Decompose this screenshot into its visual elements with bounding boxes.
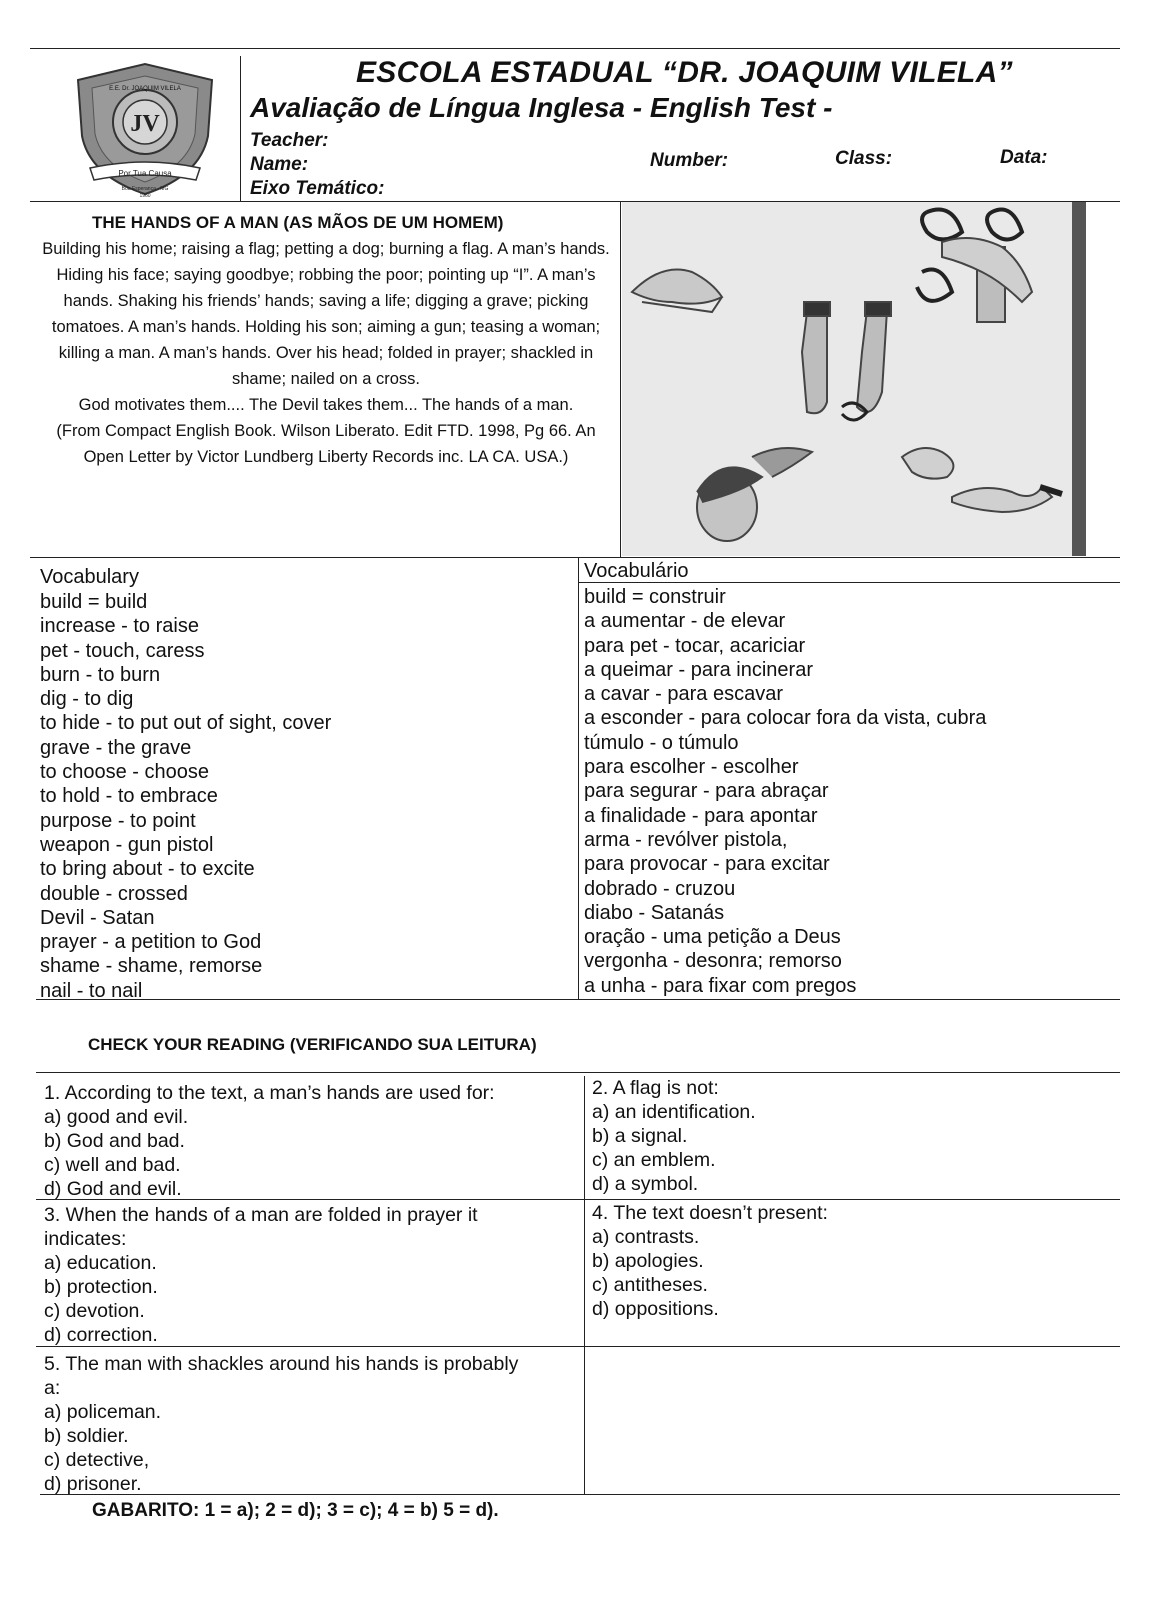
question-1 xyxy=(44,1081,495,1201)
teacher-label: Teacher: xyxy=(250,130,329,151)
vocab-top-rule xyxy=(30,557,1120,558)
question-1-option: d) God and evil. xyxy=(44,1178,182,1200)
question-2 xyxy=(592,1076,756,1196)
vocab-pt-item: a esconder - para colocar fora da vista, cubra xyxy=(584,707,987,730)
school-crest-logo xyxy=(70,58,220,198)
vocab-en-item: weapon - gun pistol xyxy=(40,833,214,856)
vocab-en-item: prayer - a petition to God xyxy=(40,931,262,954)
question-4 xyxy=(592,1201,828,1321)
vocab-list-pt xyxy=(584,585,986,998)
vocab-en-item: double - crossed xyxy=(40,882,188,905)
question-1-option: b) God and bad. xyxy=(44,1130,185,1152)
question-4-stem: 4. The text doesn’t present: xyxy=(592,1202,828,1224)
vocab-en-item: build = build xyxy=(40,591,148,613)
question-4-option: d) oppositions. xyxy=(592,1298,719,1320)
question-5-option: c) detective, xyxy=(44,1449,150,1471)
question-3-option: d) correction. xyxy=(44,1324,158,1346)
question-5-option: a) policeman. xyxy=(44,1401,162,1423)
question-4-option: c) antitheses. xyxy=(592,1274,708,1296)
reading-title: THE HANDS OF A MAN (AS MÃOS DE UM HOMEM) xyxy=(92,213,504,232)
vocab-en-item: to hold - to embrace xyxy=(40,785,218,808)
question-4-option: b) apologies. xyxy=(592,1250,704,1272)
vocab-pt-item: a finalidade - para apontar xyxy=(584,804,818,827)
question-3-option: a) education. xyxy=(44,1252,157,1274)
vocab-pt-item: build = construir xyxy=(584,586,726,608)
check-reading-title: CHECK YOUR READING (VERIFICANDO SUA LEITURA) xyxy=(88,1035,537,1054)
question-3 xyxy=(44,1203,478,1347)
question-2-option: c) an emblem. xyxy=(592,1149,716,1171)
question-2-stem: 2. A flag is not: xyxy=(592,1077,719,1099)
question-3-stem: 3. When the hands of a man are folded in prayer it xyxy=(44,1204,478,1226)
questions-top-rule xyxy=(36,1072,1120,1073)
question-2-option: a) an identification. xyxy=(592,1101,756,1123)
vocab-header-en: Vocabulary xyxy=(40,566,139,588)
logo-motto: Por Tua Causa xyxy=(118,169,172,178)
name-label: Name: xyxy=(250,154,309,175)
question-5-option: b) soldier. xyxy=(44,1425,129,1447)
vocab-en-item: nail - to nail xyxy=(40,979,143,1002)
vocab-en-item: to bring about - to excite xyxy=(40,858,255,881)
axis-label: Eixo Temático: xyxy=(250,178,385,199)
questions-divider xyxy=(584,1076,585,1494)
vocab-pt-item: para pet - tocar, acariciar xyxy=(584,634,806,657)
vocab-en-item: purpose - to point xyxy=(40,809,196,832)
vocab-pt-item: oração - uma petição a Deus xyxy=(584,926,841,949)
vocab-list-en xyxy=(40,590,331,1003)
question-5-option: d) prisoner. xyxy=(44,1473,142,1495)
vocab-pt-item: diabo - Satanás xyxy=(584,901,725,924)
vocab-pt-item: para escolher - escolher xyxy=(584,756,799,779)
logo-divider xyxy=(240,56,241,202)
question-4-option: a) contrasts. xyxy=(592,1226,700,1248)
reading-source: (From Compact English Book. Wilson Liberato. Edit FTD. 1998, Pg 66. An Open Letter by Victor Lundberg Liberty Records inc. LA CA. USA.) xyxy=(56,422,596,466)
question-1-option: a) good and evil. xyxy=(44,1106,189,1128)
vocab-en-item: to hide - to put out of sight, cover xyxy=(40,712,332,735)
header-top-rule xyxy=(30,48,1120,49)
question-3-option: b) protection. xyxy=(44,1276,158,1298)
vocab-pt-item: para segurar - para abraçar xyxy=(584,780,829,803)
vocab-en-item: dig - to dig xyxy=(40,688,134,711)
vocab-pt-item: a aumentar - de elevar xyxy=(584,610,786,633)
hands-illustration xyxy=(622,202,1086,556)
question-5-stem: 5. The man with shackles around his hands is probably xyxy=(44,1353,519,1375)
question-1-option: c) well and bad. xyxy=(44,1154,181,1176)
vocab-en-item: grave - the grave xyxy=(40,736,192,759)
question-3-option: c) devotion. xyxy=(44,1300,145,1322)
question-1-stem: 1. According to the text, a man’s hands are used for: xyxy=(44,1082,495,1104)
answer-key: GABARITO: 1 = a); 2 = d); 3 = c); 4 = b) 5 = d). xyxy=(92,1500,499,1521)
reading-closing: God motivates them.... The Devil takes them... The hands of a man. xyxy=(78,396,574,414)
vocab-pt-item: para provocar - para excitar xyxy=(584,853,830,876)
test-title: Avaliação de Língua Inglesa - English Test - xyxy=(250,92,833,123)
question-5-stem-cont: a: xyxy=(44,1377,61,1399)
vocab-pt-item: túmulo - o túmulo xyxy=(584,731,739,754)
question-2-option: d) a symbol. xyxy=(592,1173,699,1195)
reading-paragraph: Building his home; raising a flag; petting a dog; burning a flag. A man’s hands. Hiding his face; saying goodbye; robbing the poor; pointing up “I”. A man’s hands. Shaking his friends’ hands; saving a life; digging a grave; picking tomatoes. A man’s hands. Holding his son; aiming a gun; teasing a woman; killing a man. A man’s hands. Over his head; folded in prayer; shackled in shame; nailed on a cross. xyxy=(42,240,610,388)
vocab-pt-item: arma - revólver pistola, xyxy=(584,828,788,851)
vocab-en-item: pet - touch, caress xyxy=(40,639,205,662)
number-label: Number: xyxy=(650,150,729,171)
logo-monogram: JV xyxy=(130,111,160,137)
school-name: ESCOLA ESTADUAL “DR. JOAQUIM VILELA” xyxy=(356,56,1013,89)
class-label: Class: xyxy=(835,148,893,169)
vocab-divider xyxy=(578,557,579,999)
vocab-en-item: burn - to burn xyxy=(40,663,161,686)
vocab-en-item: shame - shame, remorse xyxy=(40,955,263,978)
vocab-pt-item: dobrado - cruzou xyxy=(584,877,736,900)
vocab-pt-item: vergonha - desonra; remorso xyxy=(584,950,842,973)
logo-ring-text: E.E. Dr. JOAQUIM VILELA xyxy=(109,86,181,92)
reading-passage xyxy=(36,236,616,470)
vocab-pt-item: a queimar - para incinerar xyxy=(584,658,813,681)
question-3-stem-cont: indicates: xyxy=(44,1228,127,1250)
vocab-pt-item: a unha - para fixar com pregos xyxy=(584,974,857,997)
vocab-en-item: increase - to raise xyxy=(40,615,199,638)
vocab-pt-item: a cavar - para escavar xyxy=(584,683,783,706)
vocab-en-item: Devil - Satan xyxy=(40,906,155,929)
logo-year: 1960 xyxy=(139,193,151,198)
vocab-header-pt: Vocabulário xyxy=(584,560,689,582)
logo-city: Boa Esperança - MG xyxy=(121,186,169,192)
reading-divider xyxy=(620,202,621,558)
question-2-option: b) a signal. xyxy=(592,1125,688,1147)
date-label: Data: xyxy=(1000,147,1048,168)
question-5 xyxy=(44,1352,518,1496)
vocab-en-item: to choose - choose xyxy=(40,761,209,784)
